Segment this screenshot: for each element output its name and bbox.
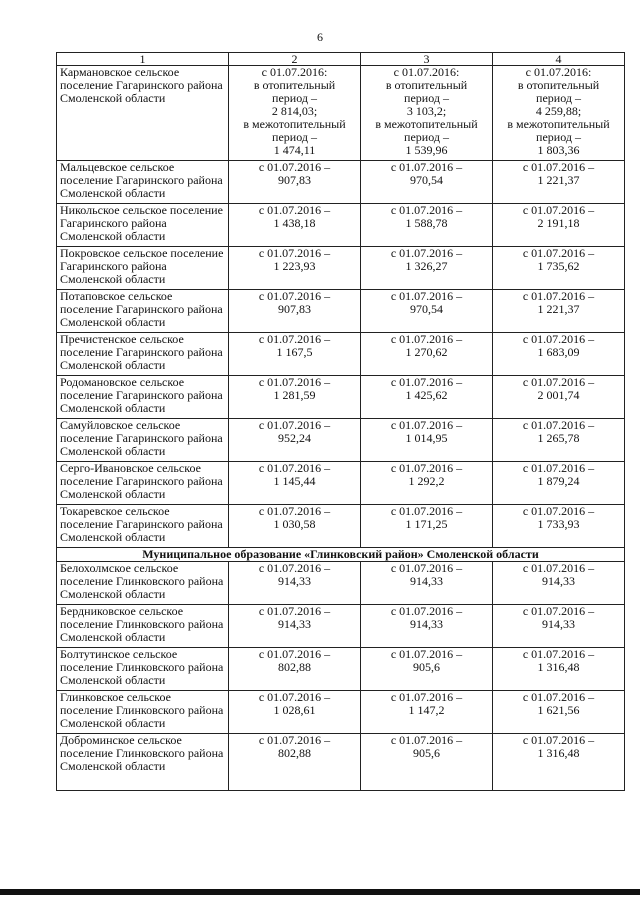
tariff-cell (229, 66, 361, 161)
date-prefix: с 01.07.2016 – (522, 690, 595, 704)
tariff-line: в отопительный (517, 78, 600, 92)
tariff-value: 905,6 (413, 746, 440, 760)
tariff-cell (361, 290, 493, 333)
table-row (57, 204, 625, 247)
tariff-cell (361, 376, 493, 419)
tariff-cell (493, 333, 625, 376)
tariff-value: 914,33 (278, 617, 311, 631)
settlement-name: Самуйловское сельское поселение Гагаринского района Смоленской области (57, 419, 229, 462)
tariff-line: в отопительный (385, 78, 468, 92)
tariff-value: 1 326,27 (405, 259, 448, 273)
tariff-value: 914,33 (542, 617, 575, 631)
date-prefix: с 01.07.2016 – (522, 332, 595, 346)
tariff-cell (493, 605, 625, 648)
tariff-value: 1 147,2 (408, 703, 445, 717)
table-row (57, 605, 625, 648)
date-prefix: с 01.07.2016 – (390, 418, 463, 432)
date-prefix: с 01.07.2016 – (258, 203, 331, 217)
tariff-value: 1 316,48 (537, 746, 580, 760)
settlement-name: Глинковское сельское поселение Глинковского района Смоленской области (57, 691, 229, 734)
date-prefix: с 01.07.2016 – (258, 461, 331, 475)
date-prefix: с 01.07.2016 – (522, 289, 595, 303)
date-prefix: с 01.07.2016 – (522, 504, 595, 518)
tariff-cell (229, 691, 361, 734)
tariff-line: период – (404, 130, 449, 144)
tariff-cell (361, 734, 493, 791)
tariff-table (56, 52, 625, 791)
tariff-cell (361, 648, 493, 691)
tariff-line: период – (404, 91, 449, 105)
tariff-line: период – (536, 91, 581, 105)
date-prefix: с 01.07.2016 – (390, 733, 463, 747)
date-prefix: с 01.07.2016 – (258, 647, 331, 661)
tariff-cell (493, 505, 625, 548)
tariff-line: 4 259,88; (535, 104, 582, 118)
settlement-name: Родомановское сельское поселение Гагаринского района Смоленской области (57, 376, 229, 419)
date-prefix: с 01.07.2016 – (390, 289, 463, 303)
date-prefix: с 01.07.2016 – (522, 203, 595, 217)
table-row (57, 290, 625, 333)
settlement-name: Мальцевское сельское поселение Гагаринского района Смоленской области (57, 161, 229, 204)
table-row (57, 462, 625, 505)
section-title: Муниципальное образование «Глинковский район» Смоленской области (57, 548, 625, 562)
tariff-value: 970,54 (410, 173, 443, 187)
tariff-line: в межотопительный (507, 117, 610, 131)
date-prefix: с 01.07.2016 – (390, 690, 463, 704)
tariff-line: 1 539,96 (405, 143, 448, 157)
tariff-cell (493, 204, 625, 247)
tariff-cell (229, 333, 361, 376)
date-prefix: с 01.07.2016 – (258, 160, 331, 174)
date-prefix: с 01.07.2016 – (522, 561, 595, 575)
tariff-value: 1 171,25 (405, 517, 448, 531)
tariff-cell (229, 376, 361, 419)
tariff-value: 1 621,56 (537, 703, 580, 717)
tariff-line: в отопительный (253, 78, 336, 92)
page-number: 6 (317, 30, 323, 44)
date-prefix: с 01.07.2016 – (522, 418, 595, 432)
date-prefix: с 01.07.2016 – (258, 375, 331, 389)
tariff-value: 1 221,37 (537, 302, 580, 316)
tariff-cell (493, 562, 625, 605)
date-prefix: с 01.07.2016 – (258, 246, 331, 260)
settlement-name: Никольское сельское поселение Гагаринского района Смоленской области (57, 204, 229, 247)
tariff-value: 907,83 (278, 173, 311, 187)
date-prefix: с 01.07.2016 – (522, 733, 595, 747)
table-row (57, 161, 625, 204)
tariff-cell (361, 605, 493, 648)
tariff-value: 1 733,93 (537, 517, 580, 531)
table-row (57, 66, 625, 161)
date-prefix: с 01.07.2016 – (390, 375, 463, 389)
tariff-cell (229, 734, 361, 791)
date-prefix: с 01.07.2016 – (258, 733, 331, 747)
tariff-cell (493, 161, 625, 204)
date-prefix: с 01.07.2016 – (522, 461, 595, 475)
tariff-value: 1 425,62 (405, 388, 448, 402)
tariff-value: 1 316,48 (537, 660, 580, 674)
date-prefix: с 01.07.2016 – (390, 160, 463, 174)
tariff-cell (493, 691, 625, 734)
settlement-name: Доброминское сельское поселение Глинковского района Смоленской области (57, 734, 229, 791)
tariff-value: 1 879,24 (537, 474, 580, 488)
tariff-cell (361, 562, 493, 605)
settlement-name: Бердниковское сельское поселение Глинковского района Смоленской области (57, 605, 229, 648)
tariff-cell (229, 605, 361, 648)
settlement-name: Серго-Ивановское сельское поселение Гагаринского района Смоленской области (57, 462, 229, 505)
table-row (57, 505, 625, 548)
tariff-cell (493, 419, 625, 462)
tariff-cell (229, 290, 361, 333)
tariff-value: 1 292,2 (408, 474, 445, 488)
tariff-line: период – (536, 130, 581, 144)
date-prefix: с 01.07.2016 – (390, 246, 463, 260)
tariff-cell (493, 376, 625, 419)
table-header-row (57, 53, 625, 66)
bottom-rule (0, 889, 640, 895)
tariff-cell (229, 204, 361, 247)
section-row (57, 548, 625, 562)
tariff-cell (493, 462, 625, 505)
tariff-cell (229, 562, 361, 605)
date-prefix: с 01.07.2016 – (522, 160, 595, 174)
date-prefix: с 01.07.2016 – (258, 690, 331, 704)
column-header: 1 (57, 53, 229, 66)
date-prefix: с 01.07.2016 – (390, 561, 463, 575)
tariff-value: 1 281,59 (273, 388, 316, 402)
date-prefix: с 01.07.2016 – (522, 246, 595, 260)
tariff-line: 1 474,11 (273, 143, 316, 157)
tariff-cell (493, 734, 625, 791)
date-prefix: с 01.07.2016 – (258, 604, 331, 618)
tariff-line: в межотопительный (375, 117, 478, 131)
table-row (57, 376, 625, 419)
tariff-line: с 01.07.2016: (261, 65, 328, 79)
tariff-value: 1 588,78 (405, 216, 448, 230)
date-prefix: с 01.07.2016 – (258, 332, 331, 346)
tariff-line: в межотопительный (243, 117, 346, 131)
settlement-name: Пречистенское сельское поселение Гагаринского района Смоленской области (57, 333, 229, 376)
date-prefix: с 01.07.2016 – (258, 561, 331, 575)
date-prefix: с 01.07.2016 – (522, 604, 595, 618)
tariff-value: 1 265,78 (537, 431, 580, 445)
tariff-cell (229, 161, 361, 204)
column-header: 2 (229, 53, 361, 66)
tariff-value: 1 223,93 (273, 259, 316, 273)
tariff-value: 1 014,95 (405, 431, 448, 445)
tariff-cell (361, 505, 493, 548)
tariff-cell (361, 462, 493, 505)
settlement-name: Токаревское сельское поселение Гагаринского района Смоленской области (57, 505, 229, 548)
tariff-cell (229, 462, 361, 505)
tariff-value: 907,83 (278, 302, 311, 316)
tariff-value: 952,24 (278, 431, 311, 445)
tariff-cell (229, 648, 361, 691)
tariff-value: 1 145,44 (273, 474, 316, 488)
tariff-value: 1 167,5 (276, 345, 313, 359)
tariff-cell (493, 648, 625, 691)
date-prefix: с 01.07.2016 – (390, 332, 463, 346)
tariff-value: 802,88 (278, 660, 311, 674)
settlement-name: Белохолмское сельское поселение Глинковского района Смоленской области (57, 562, 229, 605)
date-prefix: с 01.07.2016 – (390, 203, 463, 217)
tariff-line: период – (272, 91, 317, 105)
date-prefix: с 01.07.2016 – (258, 418, 331, 432)
settlement-name: Покровское сельское поселение Гагаринского района Смоленской области (57, 247, 229, 290)
tariff-cell (361, 66, 493, 161)
tariff-value: 914,33 (410, 574, 443, 588)
date-prefix: с 01.07.2016 – (390, 504, 463, 518)
date-prefix: с 01.07.2016 – (522, 375, 595, 389)
tariff-value: 970,54 (410, 302, 443, 316)
tariff-cell (361, 161, 493, 204)
date-prefix: с 01.07.2016 – (390, 647, 463, 661)
date-prefix: с 01.07.2016 – (258, 504, 331, 518)
tariff-cell (229, 419, 361, 462)
table-row (57, 691, 625, 734)
tariff-value: 914,33 (410, 617, 443, 631)
tariff-cell (361, 204, 493, 247)
tariff-line: 2 814,03; (271, 104, 318, 118)
tariff-value: 914,33 (278, 574, 311, 588)
date-prefix: с 01.07.2016 – (390, 461, 463, 475)
table-row (57, 247, 625, 290)
tariff-value: 2 191,18 (537, 216, 580, 230)
tariff-cell (493, 66, 625, 161)
column-header: 3 (361, 53, 493, 66)
settlement-name: Потаповское сельское поселение Гагаринского района Смоленской области (57, 290, 229, 333)
tariff-line: период – (272, 130, 317, 144)
tariff-value: 1 028,61 (273, 703, 316, 717)
tariff-line: 1 803,36 (537, 143, 580, 157)
tariff-value: 1 221,37 (537, 173, 580, 187)
date-prefix: с 01.07.2016 – (258, 289, 331, 303)
tariff-value: 1 438,18 (273, 216, 316, 230)
tariff-value: 2 001,74 (537, 388, 580, 402)
tariff-cell (229, 505, 361, 548)
table-row (57, 562, 625, 605)
tariff-cell (361, 247, 493, 290)
tariff-value: 1 030,58 (273, 517, 316, 531)
settlement-name: Болтутинское сельское поселение Глинковского района Смоленской области (57, 648, 229, 691)
tariff-value: 914,33 (542, 574, 575, 588)
tariff-value: 905,6 (413, 660, 440, 674)
tariff-cell (361, 419, 493, 462)
tariff-value: 802,88 (278, 746, 311, 760)
tariff-value: 1 270,62 (405, 345, 448, 359)
tariff-value: 1 735,62 (537, 259, 580, 273)
tariff-cell (361, 691, 493, 734)
table-row (57, 419, 625, 462)
tariff-line: с 01.07.2016: (525, 65, 592, 79)
tariff-cell (361, 333, 493, 376)
tariff-cell (493, 290, 625, 333)
settlement-name: Кармановское сельское поселение Гагаринского района Смоленской области (57, 66, 229, 161)
tariff-line: с 01.07.2016: (393, 65, 460, 79)
table-row (57, 734, 625, 791)
column-header: 4 (493, 53, 625, 66)
table-row (57, 333, 625, 376)
tariff-cell (229, 247, 361, 290)
date-prefix: с 01.07.2016 – (390, 604, 463, 618)
date-prefix: с 01.07.2016 – (522, 647, 595, 661)
tariff-cell (493, 247, 625, 290)
table-row (57, 648, 625, 691)
tariff-value: 1 683,09 (537, 345, 580, 359)
tariff-line: 3 103,2; (406, 104, 447, 118)
